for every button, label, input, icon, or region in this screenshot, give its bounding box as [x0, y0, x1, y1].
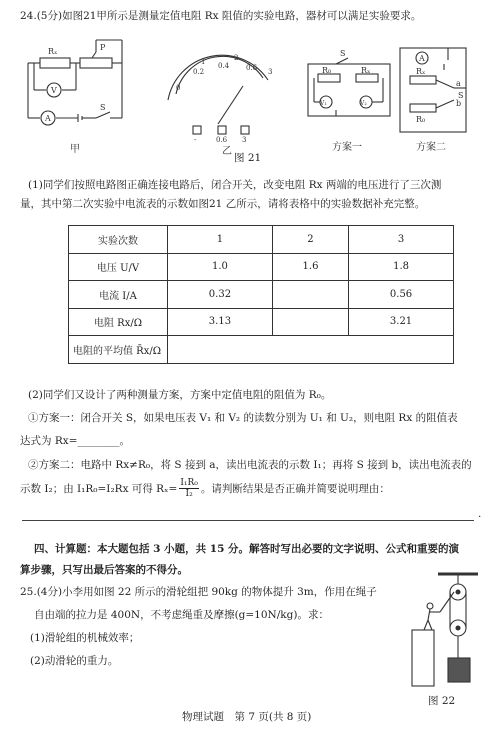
- q24-p1-line2: 量，其中第二次实验中电流表的示数如图21 乙所示，请将表格中的实验数据补充完整。: [20, 198, 426, 210]
- label-s-jia: S: [100, 103, 106, 112]
- label-r0-plan1: R₀: [322, 66, 332, 75]
- label-b-switch: b: [456, 99, 462, 108]
- label-v-jia: V: [51, 86, 57, 95]
- table-cell: 1.8: [349, 253, 454, 281]
- q24-p2-line3: 达式为 Rx=________。: [20, 435, 130, 447]
- table-cell: 0.32: [168, 281, 273, 309]
- table-cell: 电阻的平均值 R̄x/Ω: [69, 336, 168, 364]
- figure-22-pulley: [410, 572, 488, 690]
- terminal-06: 0.6: [216, 136, 228, 144]
- label-yi: 乙: [222, 146, 232, 157]
- meter-tick-06: 0.6: [246, 64, 258, 72]
- q25-line4: (2)动滑轮的重力。: [30, 655, 119, 667]
- table-row: [69, 281, 454, 309]
- table-cell: 3.13: [168, 308, 273, 336]
- label-a-jia: A: [45, 114, 51, 123]
- table-cell: 电阻 Rx/Ω: [69, 308, 168, 336]
- figure-22-caption: 图 22: [428, 695, 456, 707]
- circuit-jia: [28, 40, 122, 125]
- q24-header: 24.(5分)如图21甲所示是测量定值电阻 Rx 阻值的实验电路，器材可以满足实验要求。: [20, 10, 422, 22]
- label-r0-plan2: R₀: [416, 115, 426, 124]
- label-plan2: 方案二: [416, 142, 446, 153]
- answer-line[interactable]: [22, 520, 474, 521]
- q25-line1: 25.(4分)小李用如图 22 所示的滑轮组把 90kg 的物体提升 3m，作用在绳子: [20, 586, 377, 598]
- label-rx-jia: Rₓ: [48, 47, 58, 56]
- terminal-minus: -: [194, 136, 197, 144]
- table-cell: 3: [349, 226, 454, 254]
- table-cell: 电流 I/A: [69, 281, 168, 309]
- label-rx-plan2: Rₓ: [416, 67, 426, 76]
- table-cell: 1: [168, 226, 273, 254]
- fraction: [179, 478, 199, 499]
- q24-p2-line1: (2)同学们又设计了两种测量方案，方案中定值电阻的阻值为 R₀。: [28, 389, 332, 401]
- table-cell: 1.6: [272, 253, 348, 281]
- q25-line3: (1)滑轮组的机械效率；: [30, 632, 140, 644]
- terminal-3: 3: [242, 136, 247, 144]
- page-footer: 物理试题 第 7 页(共 8 页): [182, 711, 312, 723]
- table-row: [69, 253, 454, 281]
- table-row: [69, 308, 454, 336]
- table-cell: 实验次数: [69, 226, 168, 254]
- table-answer-cell[interactable]: [168, 336, 454, 364]
- q24-p2-line5a: 示数 I₂；由 I₁R₀=I₂Rx 可得 Rₓ=: [20, 483, 178, 495]
- table-cell: 电压 U/V: [69, 253, 168, 281]
- fraction-numerator: I₁R₀: [180, 478, 198, 488]
- circuit-plan2: [400, 48, 466, 132]
- table-header-row: [69, 226, 454, 254]
- label-s-plan1: S: [340, 49, 346, 58]
- meter-tick-02: 0.2: [193, 68, 205, 76]
- q25-line2: 自由端的拉力是 400N，不考虑绳重及摩擦(g=10N/kg)。求：: [34, 609, 329, 621]
- table-answer-cell[interactable]: [272, 281, 348, 309]
- table-answer-cell[interactable]: [272, 308, 348, 336]
- label-rx-plan1: Rₓ: [361, 66, 371, 75]
- q24-p2-line5b: 。请判断结果是否正确并简要说明理由：: [200, 483, 390, 495]
- meter-end-2: 2: [234, 54, 239, 62]
- label-a-plan2: A: [419, 54, 425, 63]
- section4-line2: 算步骤，只写出最后答案的不得分。: [20, 564, 188, 576]
- fraction-denominator: I₂: [185, 489, 193, 499]
- table-cell: 3.21: [349, 308, 454, 336]
- q24-p2-line2: ①方案一：闭合开关 S，如果电压表 V₁ 和 V₂ 的读数分别为 U₁ 和 U₂，则电阻 Rx 的阻值表: [28, 412, 458, 424]
- table-row: [69, 336, 454, 364]
- table-cell: 0.56: [349, 281, 454, 309]
- answer-line-dot: .: [478, 508, 482, 520]
- label-plan1: 方案一: [332, 142, 362, 153]
- meter-tick-0: 0: [176, 84, 181, 92]
- section4-line1: 四、计算题：本大题包括 3 小题，共 15 分。解答时写出必要的文字说明、公式和重要的演: [34, 543, 460, 555]
- q24-p2-line4: ②方案二：电路中 Rx≠R₀，将 S 接到 a，读出电流表的示数 I₁；再将 S 接到 b，读出电流表的: [28, 459, 472, 471]
- experiment-table: [68, 225, 454, 364]
- label-jia: 甲: [70, 144, 80, 155]
- figure-21: [18, 30, 478, 160]
- q24-p2-line5: [20, 478, 390, 499]
- circuit-plan1: [308, 58, 390, 116]
- table-cell: 2: [272, 226, 348, 254]
- table-cell: 1.0: [168, 253, 273, 281]
- meter-tick-04: 0.4: [218, 62, 230, 70]
- meter-end-3: 3: [268, 68, 273, 76]
- meter-end-1: 1: [201, 58, 206, 66]
- label-s-plan2: S: [458, 91, 464, 100]
- figure-21-caption: 图 21: [234, 152, 262, 164]
- label-v1: V₁: [320, 100, 327, 107]
- label-a-switch: a: [456, 79, 461, 88]
- q24-p1-line1: (1)同学们按照电路图正确连接电路后，闭合开关，改变电阻 Rx 两端的电压进行了三次测: [28, 179, 442, 191]
- label-p: P: [100, 43, 106, 52]
- label-v2: V₂: [360, 100, 367, 107]
